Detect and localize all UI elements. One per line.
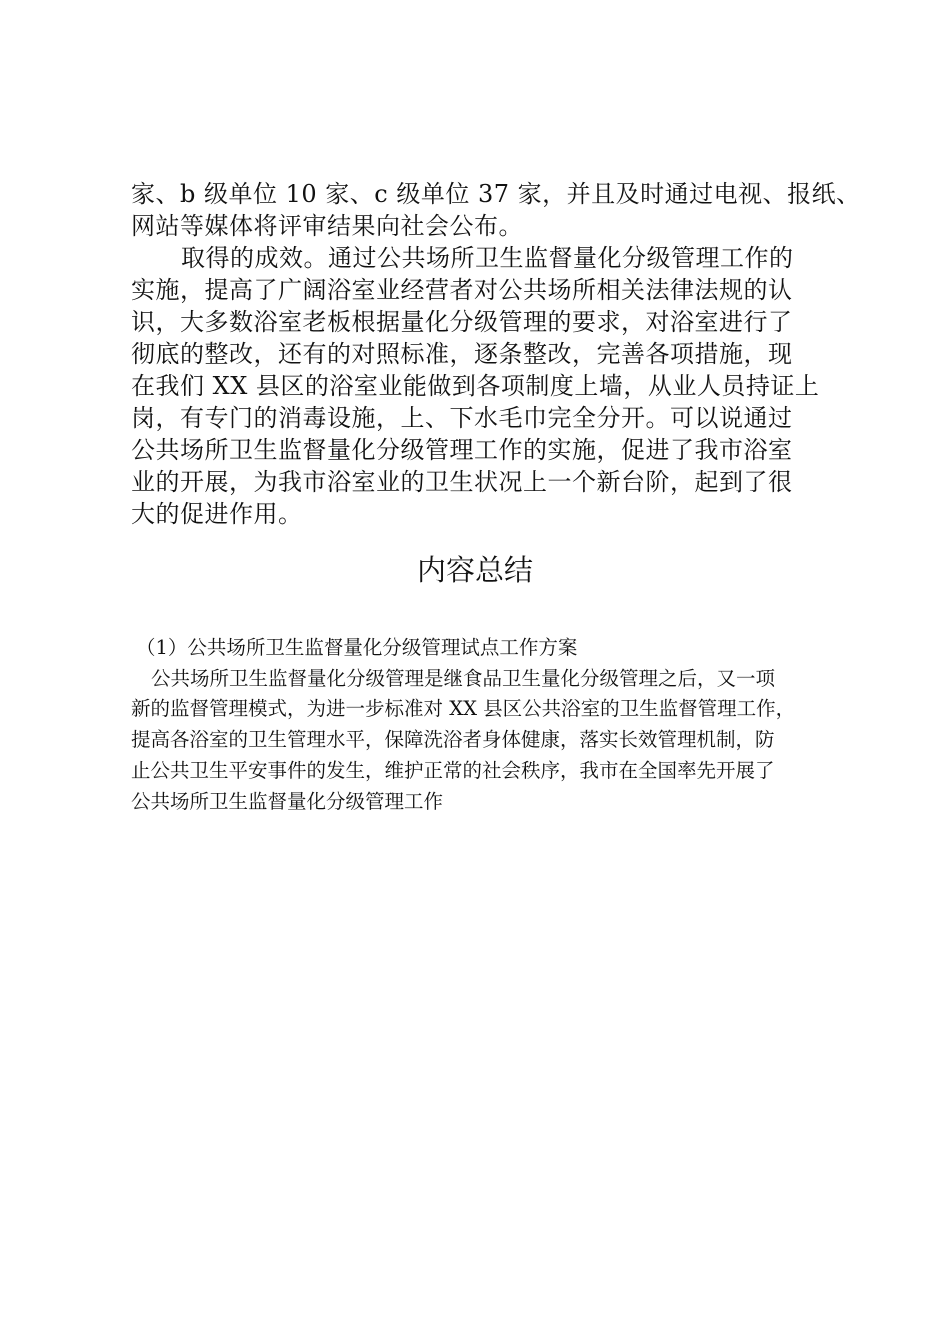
- summary-line-2: 新的监督管理模式，为进一步标准对 XX 县区公共浴室的卫生监督管理工作，: [131, 697, 796, 720]
- body-paragraph-2-line-4: 彻底的整改，还有的对照标准，逐条整改，完善各项措施，现: [131, 340, 793, 368]
- summary-line-5: 公共场所卫生监督量化分级管理工作: [131, 790, 444, 813]
- body-paragraph-2-line-3: 识，大多数浴室老板根据量化分级管理的要求，对浴室进行了: [131, 308, 793, 336]
- summary-line-4: 止公共卫生平安事件的发生，维护正常的社会秩序，我市在全国率先开展了: [131, 759, 775, 782]
- body-paragraph-1-line-1: 家、b 级单位 10 家、c 级单位 37 家，并且及时通过电视、报纸、: [131, 180, 861, 208]
- body-paragraph-2-line-9: 大的促进作用。: [131, 500, 303, 528]
- summary-line-1: 公共场所卫生监督量化分级管理是继食品卫生量化分级管理之后，又一项: [151, 667, 776, 690]
- body-paragraph-1-line-2: 网站等媒体将评审结果向社会公布。: [131, 212, 523, 240]
- body-paragraph-2-line-1: 取得的成效。通过公共场所卫生监督量化分级管理工作的: [181, 244, 794, 272]
- body-paragraph-2-line-5: 在我们 XX 县区的浴室业能做到各项制度上墙，从业人员持证上: [131, 372, 820, 400]
- summary-heading: （1）公共场所卫生监督量化分级管理试点工作方案: [136, 636, 578, 659]
- body-paragraph-2-line-8: 业的开展，为我市浴室业的卫生状况上一个新台阶，起到了很: [131, 468, 793, 496]
- body-paragraph-2-line-7: 公共场所卫生监督量化分级管理工作的实施，促进了我市浴室: [131, 436, 793, 464]
- summary-line-3: 提高各浴室的卫生管理水平，保障洗浴者身体健康，落实长效管理机制，防: [131, 728, 775, 751]
- body-paragraph-2-line-2: 实施，提高了广阔浴室业经营者对公共场所相关法律法规的认: [131, 276, 793, 304]
- summary-title: 内容总结: [416, 553, 533, 587]
- body-paragraph-2-line-6: 岗，有专门的消毒设施，上、下水毛巾完全分开。可以说通过: [131, 404, 793, 432]
